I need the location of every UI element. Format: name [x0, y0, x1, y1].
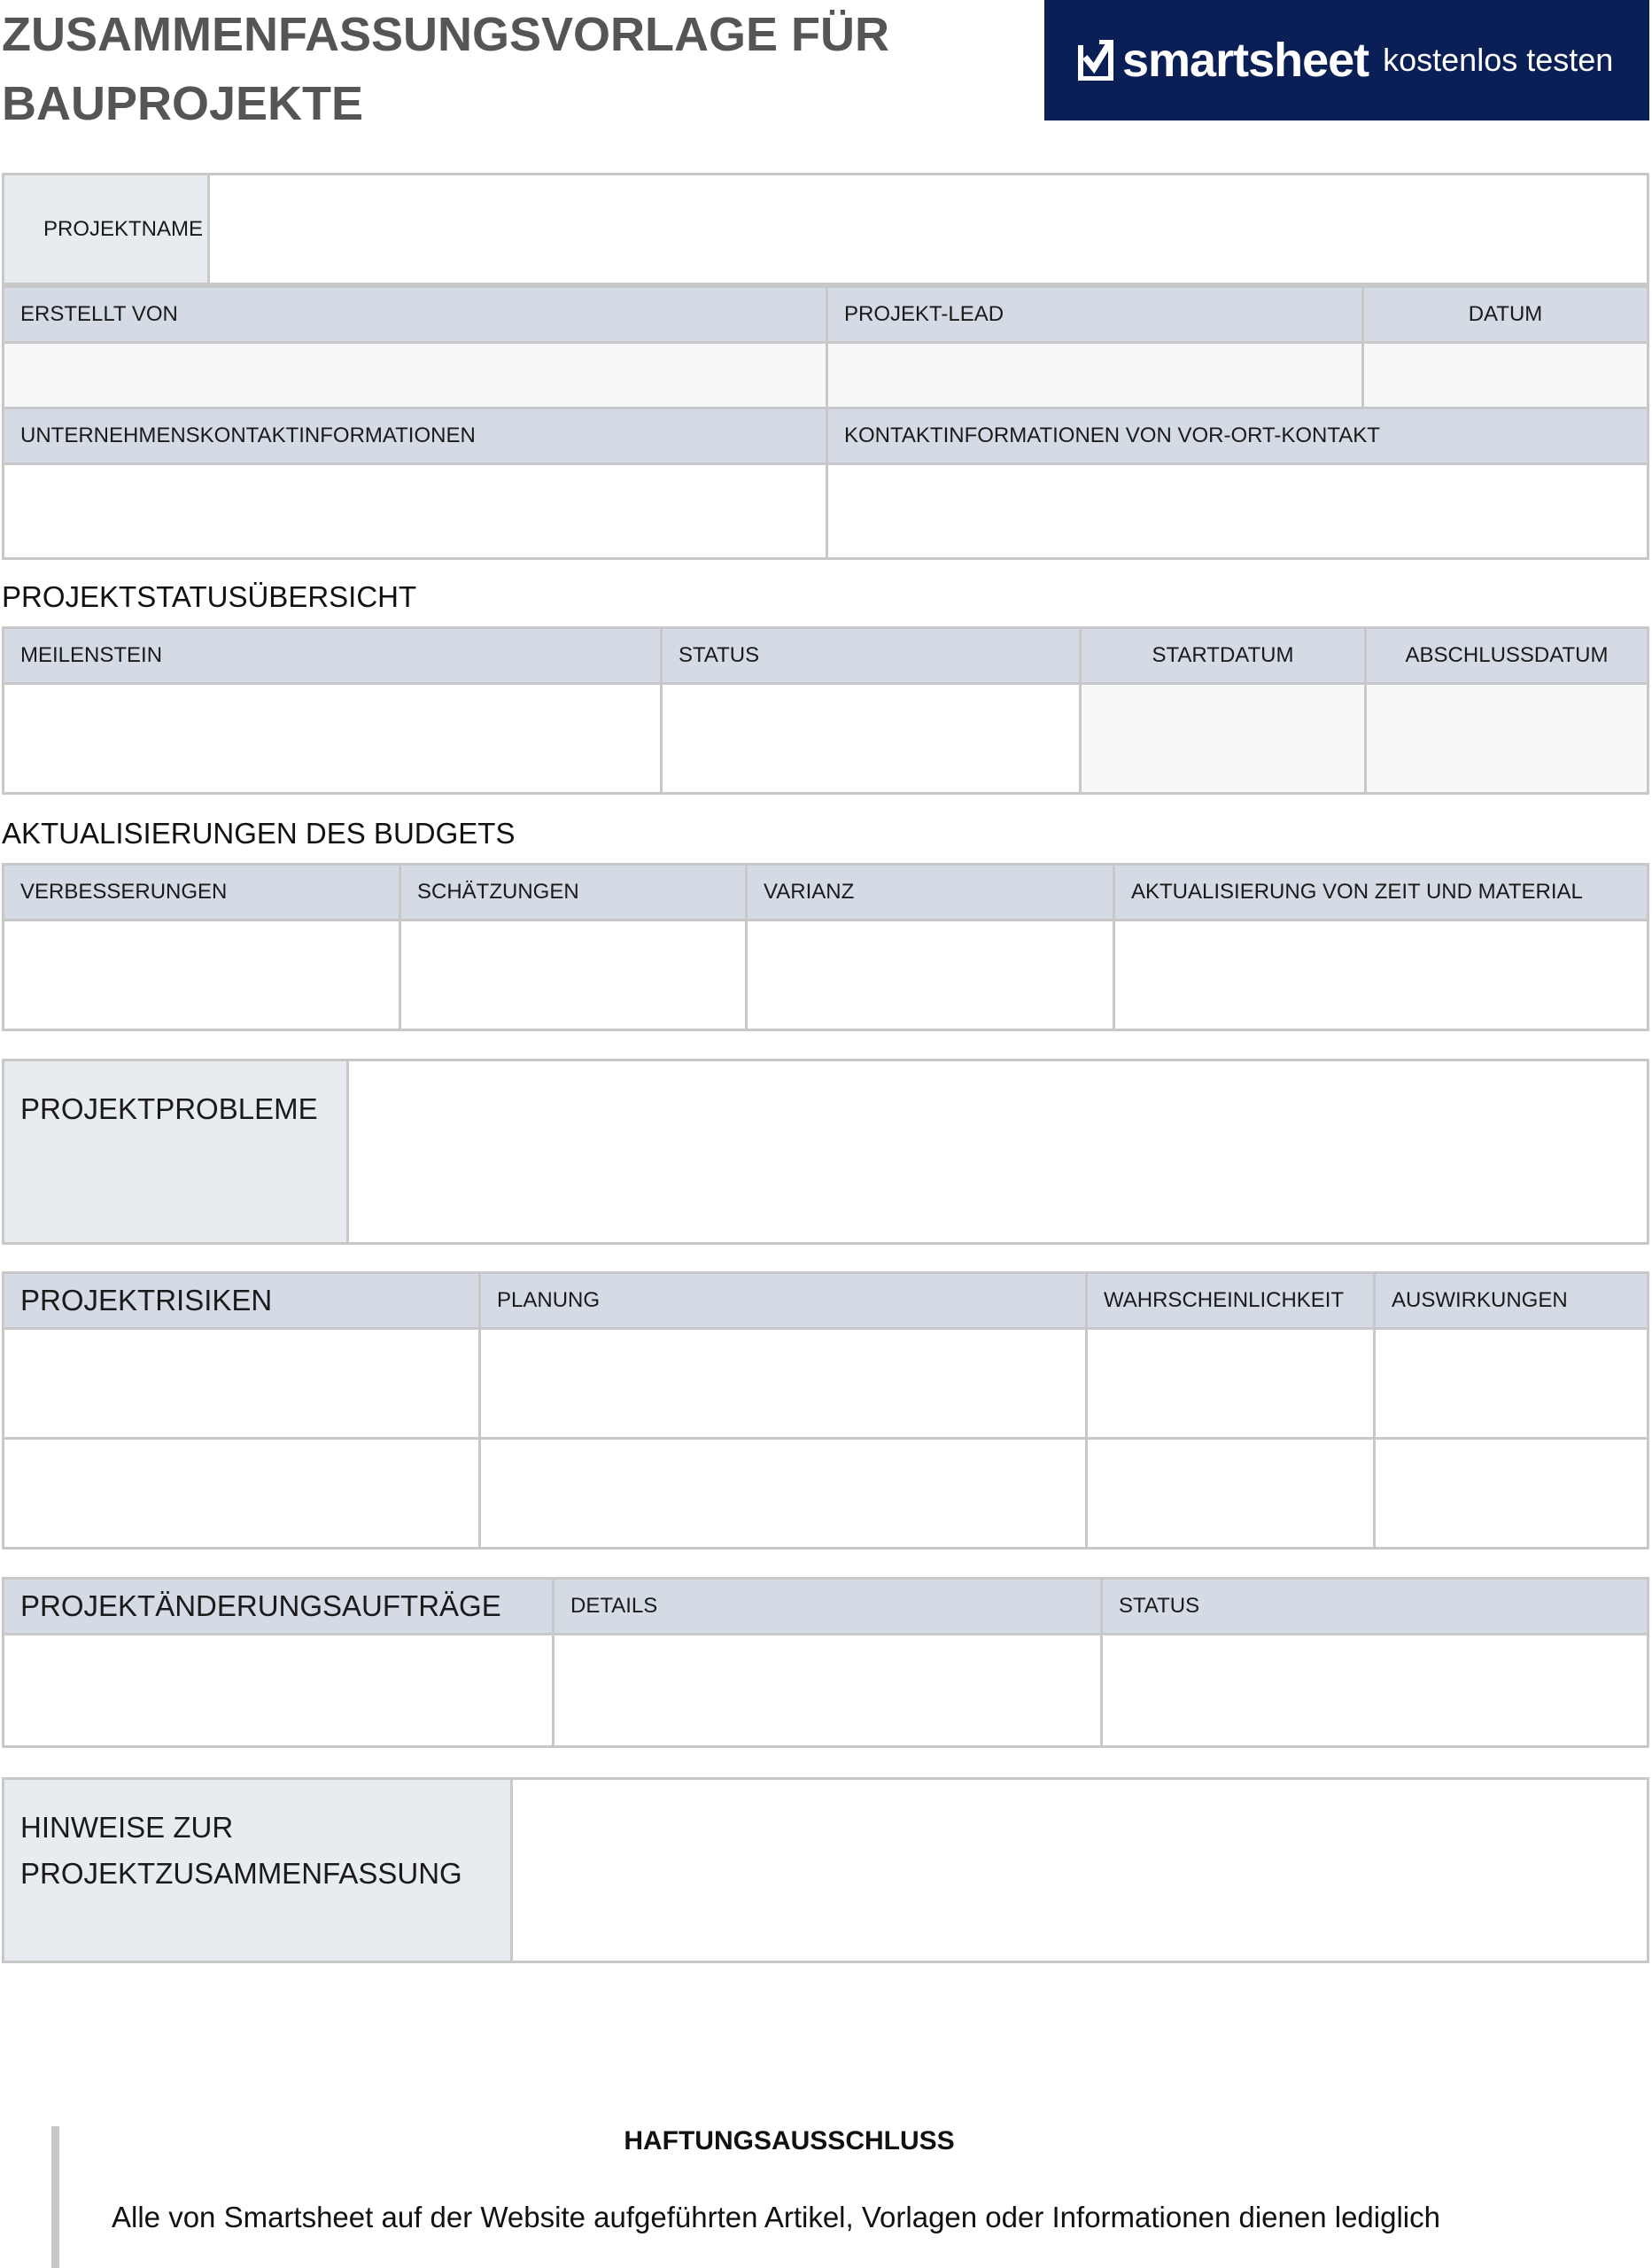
logo-cta: kostenlos testen — [1383, 42, 1614, 78]
project-issues-label: PROJEKTPROBLEME — [4, 1060, 348, 1244]
details-header: DETAILS — [554, 1579, 1102, 1635]
project-lead-field[interactable] — [827, 343, 1363, 408]
project-name-label: PROJEKTNAME — [4, 175, 209, 284]
company-contact-header: UNTERNEHMENSKONTAKTINFORMATIONEN — [4, 408, 827, 464]
status-field[interactable] — [662, 684, 1081, 794]
estimates-field[interactable] — [400, 920, 747, 1030]
status-header: STATUS — [662, 628, 1081, 684]
impact-field[interactable] — [1375, 1329, 1648, 1439]
milestone-header: MEILENSTEIN — [4, 628, 662, 684]
risk-field[interactable] — [4, 1329, 480, 1439]
page-title-line1: ZUSAMMENFASSUNGSVORLAGE FÜR — [2, 8, 890, 61]
probability-header: WAHRSCHEINLICHKEIT — [1087, 1273, 1375, 1329]
change-status-header: STATUS — [1102, 1579, 1648, 1635]
variance-header: VARIANZ — [747, 865, 1114, 920]
company-contact-field[interactable] — [4, 464, 827, 559]
start-date-header: STARTDATUM — [1081, 628, 1366, 684]
created-by-header: ERSTELLT VON — [4, 287, 827, 343]
improvements-header: VERBESSERUNGEN — [4, 865, 400, 920]
smartsheet-logo-button[interactable] — [1044, 0, 1649, 120]
page-title-line2: BAUPROJEKTE — [2, 77, 364, 130]
change-order-field[interactable] — [4, 1635, 554, 1747]
improvements-field[interactable] — [4, 920, 400, 1030]
planning-field[interactable] — [480, 1439, 1087, 1549]
time-material-header: AKTUALISIERUNG VON ZEIT UND MATERIAL — [1114, 865, 1648, 920]
impact-field[interactable] — [1375, 1439, 1648, 1549]
project-risks-table — [2, 1271, 1649, 1550]
project-name-table — [2, 173, 1649, 285]
onsite-contact-header: KONTAKTINFORMATIONEN VON VOR-ORT-KONTAKT — [827, 408, 1648, 464]
notes-field[interactable] — [512, 1779, 1648, 1962]
project-name-field[interactable] — [209, 175, 1648, 284]
page-title — [2, 0, 889, 138]
status-overview-heading: PROJEKTSTATUSÜBERSICHT — [2, 580, 417, 613]
planning-field[interactable] — [480, 1329, 1087, 1439]
project-lead-header: PROJEKT-LEAD — [827, 287, 1363, 343]
end-date-field[interactable] — [1366, 684, 1648, 794]
notes-label — [4, 1779, 512, 1962]
change-orders-table — [2, 1577, 1649, 1748]
budget-updates-table — [2, 863, 1649, 1031]
change-orders-label: PROJEKTÄNDERUNGSAUFTRÄGE — [4, 1579, 554, 1635]
check-icon — [1078, 40, 1113, 81]
date-header: DATUM — [1363, 287, 1648, 343]
project-issues-field[interactable] — [348, 1060, 1648, 1244]
impact-header: AUSWIRKUNGEN — [1375, 1273, 1648, 1329]
probability-field[interactable] — [1087, 1439, 1375, 1549]
planning-header: PLANUNG — [480, 1273, 1087, 1329]
project-info-table — [2, 285, 1649, 560]
budget-updates-heading: AKTUALISIERUNGEN DES BUDGETS — [2, 817, 516, 850]
variance-field[interactable] — [747, 920, 1114, 1030]
date-field[interactable] — [1363, 343, 1648, 408]
details-field[interactable] — [554, 1635, 1102, 1747]
time-material-field[interactable] — [1114, 920, 1648, 1030]
notes-table — [2, 1777, 1649, 1963]
notes-label-line2: PROJEKTZUSAMMENFASSUNG — [20, 1857, 462, 1890]
created-by-field[interactable] — [4, 343, 827, 408]
project-risks-label: PROJEKTRISIKEN — [4, 1273, 480, 1329]
notes-label-line1: HINWEISE ZUR — [20, 1811, 234, 1844]
disclaimer-text: Alle von Smartsheet auf der Website aufgeführten Artikel, Vorlagen oder Informationen dienen lediglich — [112, 2201, 1440, 2233]
project-issues-table — [2, 1059, 1649, 1245]
disclaimer-title: HAFTUNGSAUSSCHLUSS — [624, 2126, 955, 2155]
onsite-contact-field[interactable] — [827, 464, 1648, 559]
logo-brand: smartsheet — [1122, 34, 1369, 87]
start-date-field[interactable] — [1081, 684, 1366, 794]
end-date-header: ABSCHLUSSDATUM — [1366, 628, 1648, 684]
status-overview-table — [2, 626, 1649, 795]
probability-field[interactable] — [1087, 1329, 1375, 1439]
milestone-field[interactable] — [4, 684, 662, 794]
change-status-field[interactable] — [1102, 1635, 1648, 1747]
estimates-header: SCHÄTZUNGEN — [400, 865, 747, 920]
risk-field[interactable] — [4, 1439, 480, 1549]
